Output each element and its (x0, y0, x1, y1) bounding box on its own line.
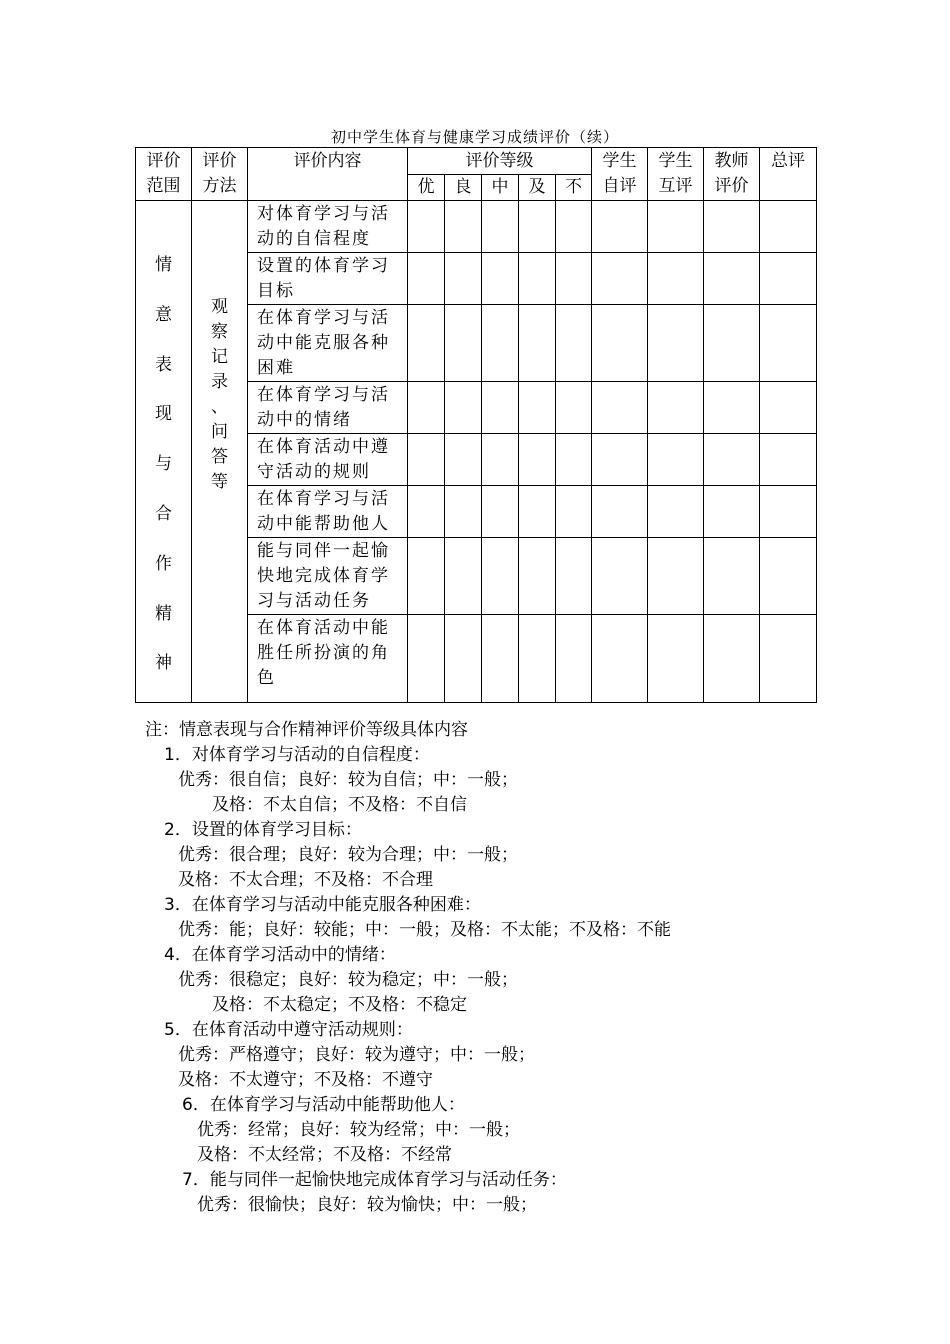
score-cell[interactable] (519, 201, 556, 253)
score-cell[interactable] (648, 434, 704, 486)
content-cell: 在体育学习与活动中能克服各种困难 (248, 305, 408, 382)
score-cell[interactable] (482, 253, 519, 305)
score-cell[interactable] (445, 486, 482, 538)
note-line: 6．在体育学习与活动中能帮助他人： (182, 1095, 465, 1115)
content-cell: 设置的体育学习目标 (248, 253, 408, 305)
score-cell[interactable] (408, 486, 445, 538)
score-cell[interactable] (648, 382, 704, 434)
score-cell[interactable] (408, 615, 445, 703)
score-cell[interactable] (704, 538, 760, 615)
content-cell: 在体育活动中遵守活动的规则 (248, 434, 408, 486)
score-cell[interactable] (445, 305, 482, 382)
score-cell[interactable] (760, 253, 817, 305)
content-cell: 对体育学习与活动的自信程度 (248, 201, 408, 253)
category-cell: 情 意 表 现 与 合 作 精 神 (136, 201, 192, 703)
score-cell[interactable] (704, 305, 760, 382)
note-line: 及格：不太自信；不及格：不自信 (212, 795, 467, 815)
note-line: 5．在体育活动中遵守活动规则： (164, 1020, 413, 1040)
score-cell[interactable] (519, 305, 556, 382)
score-cell[interactable] (408, 253, 445, 305)
note-line: 1．对体育学习与活动的自信程度： (164, 745, 430, 765)
score-cell[interactable] (592, 305, 648, 382)
score-cell[interactable] (648, 486, 704, 538)
header-row-1 (136, 148, 817, 175)
note-line: 3．在体育学习与活动中能克服各种困难： (164, 895, 481, 915)
score-cell[interactable] (408, 382, 445, 434)
note-line: 优秀：很愉快；良好：较为愉快；中：一般； (197, 1195, 537, 1215)
score-cell[interactable] (648, 253, 704, 305)
score-cell[interactable] (482, 305, 519, 382)
score-cell[interactable] (592, 615, 648, 703)
score-cell[interactable] (482, 434, 519, 486)
note-line: 及格：不太经常；不及格：不经常 (197, 1145, 452, 1165)
score-cell[interactable] (648, 201, 704, 253)
score-cell[interactable] (704, 253, 760, 305)
score-cell[interactable] (592, 434, 648, 486)
score-cell[interactable] (760, 201, 817, 253)
score-cell[interactable] (592, 201, 648, 253)
score-cell[interactable] (592, 486, 648, 538)
note-line: 2．设置的体育学习目标： (164, 820, 362, 840)
score-cell[interactable] (482, 382, 519, 434)
document-title: 初中学生体育与健康学习成绩评价（续） (330, 128, 619, 146)
grade-fail: 不 (556, 175, 592, 201)
score-cell[interactable] (704, 434, 760, 486)
grade-medium: 中 (482, 175, 519, 201)
score-cell[interactable] (704, 382, 760, 434)
score-cell[interactable] (592, 538, 648, 615)
method-cell: 观 察 记 录 、 问 答 等 (192, 201, 248, 703)
note-line: 优秀：能；良好：较能；中：一般；及格：不太能；不及格：不能 (178, 920, 671, 940)
score-cell[interactable] (704, 486, 760, 538)
grade-pass: 及 (519, 175, 556, 201)
score-cell[interactable] (556, 305, 592, 382)
notes-heading: 注：情意表现与合作精神评价等级具体内容 (145, 720, 468, 740)
score-cell[interactable] (760, 538, 817, 615)
score-cell[interactable] (556, 253, 592, 305)
note-line: 优秀：经常；良好：较为经常；中：一般； (197, 1120, 520, 1140)
note-line: 优秀：严格遵守；良好：较为遵守；中：一般； (178, 1045, 535, 1065)
score-cell[interactable] (445, 382, 482, 434)
score-cell[interactable] (445, 434, 482, 486)
score-cell[interactable] (556, 486, 592, 538)
score-cell[interactable] (519, 486, 556, 538)
score-cell[interactable] (519, 253, 556, 305)
score-cell[interactable] (760, 305, 817, 382)
note-line: 及格：不太遵守；不及格：不遵守 (178, 1070, 433, 1090)
score-cell[interactable] (519, 382, 556, 434)
score-cell[interactable] (408, 201, 445, 253)
score-cell[interactable] (648, 305, 704, 382)
score-cell[interactable] (408, 538, 445, 615)
content-cell: 能与同伴一起愉快地完成体育学习与活动任务 (248, 538, 408, 615)
score-cell[interactable] (556, 382, 592, 434)
header-grade: 评价等级 (408, 148, 592, 175)
grade-good: 良 (445, 175, 482, 201)
header-scope: 评价 范围 (136, 148, 192, 201)
score-cell[interactable] (445, 538, 482, 615)
note-line: 优秀：很合理；良好：较为合理；中：一般； (178, 845, 518, 865)
score-cell[interactable] (556, 615, 592, 703)
header-self-eval: 学生 自评 (592, 148, 648, 201)
score-cell[interactable] (519, 538, 556, 615)
score-cell[interactable] (648, 615, 704, 703)
header-content: 评价内容 (248, 148, 408, 201)
score-cell[interactable] (556, 434, 592, 486)
score-cell[interactable] (482, 486, 519, 538)
score-cell[interactable] (408, 434, 445, 486)
header-teacher-eval: 教师 评价 (704, 148, 760, 201)
score-cell[interactable] (445, 201, 482, 253)
grade-excellent: 优 (408, 175, 445, 201)
score-cell[interactable] (592, 382, 648, 434)
note-line: 优秀：很稳定；良好：较为稳定；中：一般； (178, 970, 518, 990)
score-cell[interactable] (760, 615, 817, 703)
note-line: 4．在体育学习活动中的情绪： (164, 945, 396, 965)
header-peer-eval: 学生 互评 (648, 148, 704, 201)
content-cell: 在体育学习与活动中的情绪 (248, 382, 408, 434)
score-cell[interactable] (445, 615, 482, 703)
score-cell[interactable] (482, 201, 519, 253)
note-line: 优秀：很自信；良好：较为自信；中：一般； (178, 770, 518, 790)
header-method: 评价 方法 (192, 148, 248, 201)
score-cell[interactable] (408, 305, 445, 382)
evaluation-table (135, 147, 817, 703)
score-cell[interactable] (704, 201, 760, 253)
score-cell[interactable] (556, 201, 592, 253)
score-cell[interactable] (760, 382, 817, 434)
note-line: 7．能与同伴一起愉快地完成体育学习与活动任务： (182, 1170, 567, 1190)
score-cell[interactable] (556, 538, 592, 615)
score-cell[interactable] (519, 615, 556, 703)
note-line: 及格：不太合理；不及格：不合理 (178, 870, 433, 890)
score-cell[interactable] (592, 253, 648, 305)
score-cell[interactable] (519, 434, 556, 486)
score-cell[interactable] (760, 434, 817, 486)
note-line: 及格：不太稳定；不及格：不稳定 (212, 995, 467, 1015)
score-cell[interactable] (648, 538, 704, 615)
score-cell[interactable] (482, 538, 519, 615)
content-cell: 在体育学习与活动中能帮助他人 (248, 486, 408, 538)
content-cell: 在体育活动中能胜任所扮演的角色 (248, 615, 408, 703)
table-row (136, 201, 817, 253)
header-overall: 总评 (760, 148, 817, 201)
score-cell[interactable] (760, 486, 817, 538)
score-cell[interactable] (704, 615, 760, 703)
score-cell[interactable] (482, 615, 519, 703)
score-cell[interactable] (445, 253, 482, 305)
